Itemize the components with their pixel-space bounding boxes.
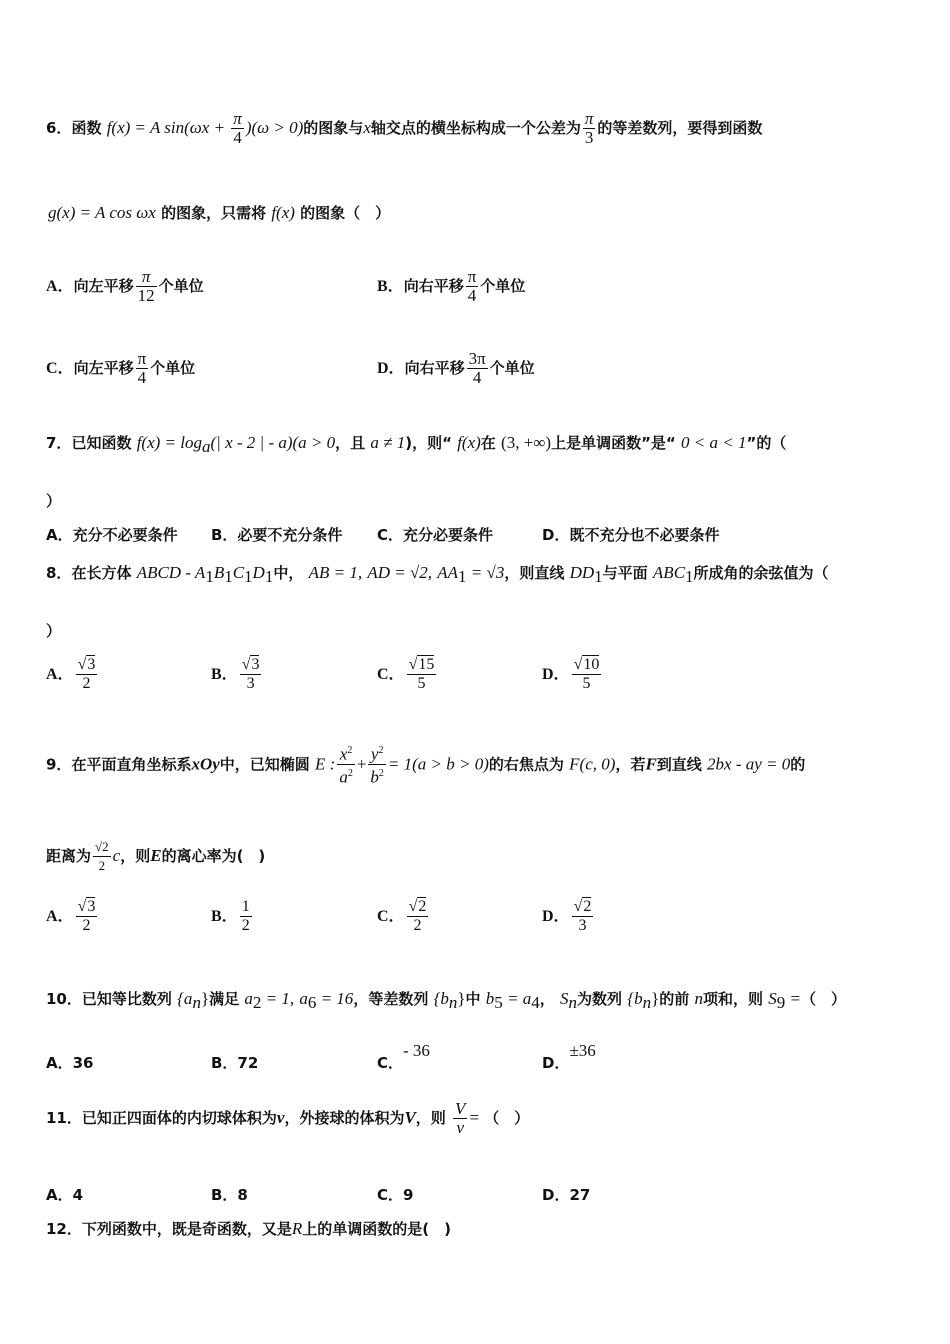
q7-option-a[interactable]: A．充分不必要条件 (46, 526, 178, 544)
q9-option-a[interactable]: A． $\frac{√3}{2}$ (46, 898, 96, 934)
q11-option-b[interactable]: B．8 (211, 1186, 248, 1204)
q9-option-c[interactable]: C． $\frac{√2}{2}$ (377, 898, 427, 934)
q11-option-d[interactable]: D．27 (542, 1186, 591, 1204)
q6-option-b[interactable]: B．向右平移 $\frac{\pi}{4}$ 个单位 (377, 267, 526, 305)
q9-stem-line1: 9．在平面直角坐标系xOy中，已知椭圆 E : $\frac{x^2}{a^2}$ + $\frac{y^2}{b^2}$ = 1(a > b > 0)的右焦点为 F(c, 0)，若F到直线 2bx - ay = 0的 (46, 742, 805, 788)
q10-stem: 10．已知等比数列 $\{a_n\}$满足 $a_2 = 1$, $a_6 = 16$，等差数列 $\{b_n\}$中 $b_5 = a_4$， $S_n$为数列 $\{b_n\}$的前 n项和，则 $S_9$ =（ ） (46, 989, 847, 1012)
q10-option-d[interactable]: D．±36 (542, 1041, 596, 1072)
q10-option-b[interactable]: B．72 (211, 1054, 259, 1072)
q9-stem-line2: 距离为 $\frac{√2}{2}$ c，则E的离心率为( ) (46, 839, 266, 873)
q7-option-b[interactable]: B．必要不充分条件 (211, 526, 343, 544)
q7-option-d[interactable]: D．既不充分也不必要条件 (542, 526, 720, 544)
q8-stem-line1: 8．在长方体 ABCD - $A_1B_1C_1D_1$中， AB = 1, AD = √2, $AA_1 = √3$，则直线 $DD_1$与平面 $ABC_1$所成角的余弦值为（ (46, 563, 829, 586)
q8-option-d[interactable]: D． $\frac{√10}{5}$ (542, 656, 600, 692)
q8-stem-line2: ） (46, 622, 62, 640)
q7-stem-line1: 7．已知函数 $f(x) = \log_a(|$ x - 2 | - a)(a > 0，且 a ≠ 1)，则“ f(x)在 (3, +∞)上是单调函数”是“ 0 < a < 1”的（ (46, 433, 787, 456)
q6-stem-line1: 6．函数 f(x) = A sin(ωx + $\frac{\pi}{4}$ )(ω > 0)的图象与x轴交点的横坐标构成一个公差为 $\frac{\pi}{3}$ 的等差数列，要得到函数 (46, 109, 763, 147)
q10-option-a[interactable]: A．36 (46, 1054, 94, 1072)
q8-option-b[interactable]: B． $\frac{√3}{3}$ (211, 656, 260, 692)
q6-stem-line2: g(x) = A cos ωx 的图象，只需将 f(x) 的图象（ ） (48, 203, 391, 222)
q8-option-c[interactable]: C． $\frac{√15}{5}$ (377, 656, 435, 692)
q8-option-a[interactable]: A． $\frac{√3}{2}$ (46, 656, 96, 692)
q11-option-a[interactable]: A．4 (46, 1186, 84, 1204)
q7-stem-line2: ） (46, 492, 62, 510)
q7-option-c[interactable]: C．充分必要条件 (377, 526, 494, 544)
q9-option-b[interactable]: B． $\frac{1}{2}$ (211, 898, 250, 934)
q11-option-c[interactable]: C．9 (377, 1186, 414, 1204)
q9-option-d[interactable]: D． $\frac{√2}{3}$ (542, 898, 592, 934)
q6-option-a[interactable]: A．向左平移 $\frac{\pi}{12}$ 个单位 (46, 267, 204, 305)
q6-option-c[interactable]: C．向左平移 $\frac{\pi}{4}$ 个单位 (46, 349, 196, 387)
q10-option-c[interactable]: C．- 36 (377, 1041, 430, 1072)
q12-stem: 12．下列函数中，既是奇函数，又是R上的单调函数的是( ) (46, 1219, 451, 1238)
q11-stem: 11．已知正四面体的内切球体积为v，外接球的体积为V，则 $\frac{V}{v}$ = （ ） (46, 1099, 530, 1137)
q6-option-d[interactable]: D．向右平移 $\frac{3\pi}{4}$ 个单位 (377, 349, 535, 387)
